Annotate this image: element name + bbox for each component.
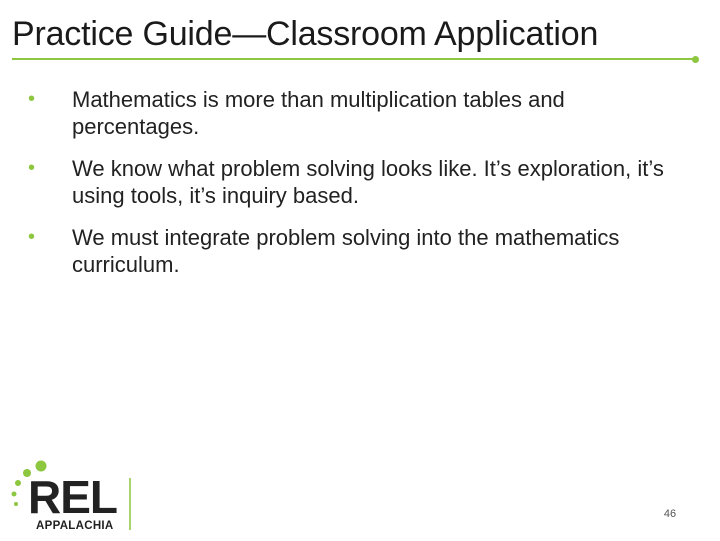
bullet-item [28,86,678,140]
logo-wordmark: REL [28,471,117,523]
rel-appalachia-logo [8,456,138,536]
bullet-text: We must integrate problem solving into the mathematics curriculum. [72,225,620,277]
bullet-item [28,224,678,278]
logo-dot [14,502,18,506]
bullet-item [28,155,678,209]
page-number: 46 [663,508,677,520]
logo-dot [12,492,17,497]
bullet-text: Mathematics is more than multiplication tables and percentages. [72,87,565,139]
bullet-marker: • [28,226,36,248]
title-underline [12,58,695,60]
logo-dot [36,461,47,472]
logo-dot [15,480,21,486]
bullet-text: We know what problem solving looks like. It’s exploration, it’s using tools, it’s inquiry based. [72,156,664,208]
bullet-list [28,86,678,293]
bullet-marker: • [28,88,36,110]
logo-graphic [8,456,138,536]
slide-title: Practice Guide—Classroom Application [12,15,599,53]
bullet-marker: • [28,157,36,179]
logo-subtitle: APPALACHIA [36,520,114,532]
title-underline-dot [692,56,699,63]
